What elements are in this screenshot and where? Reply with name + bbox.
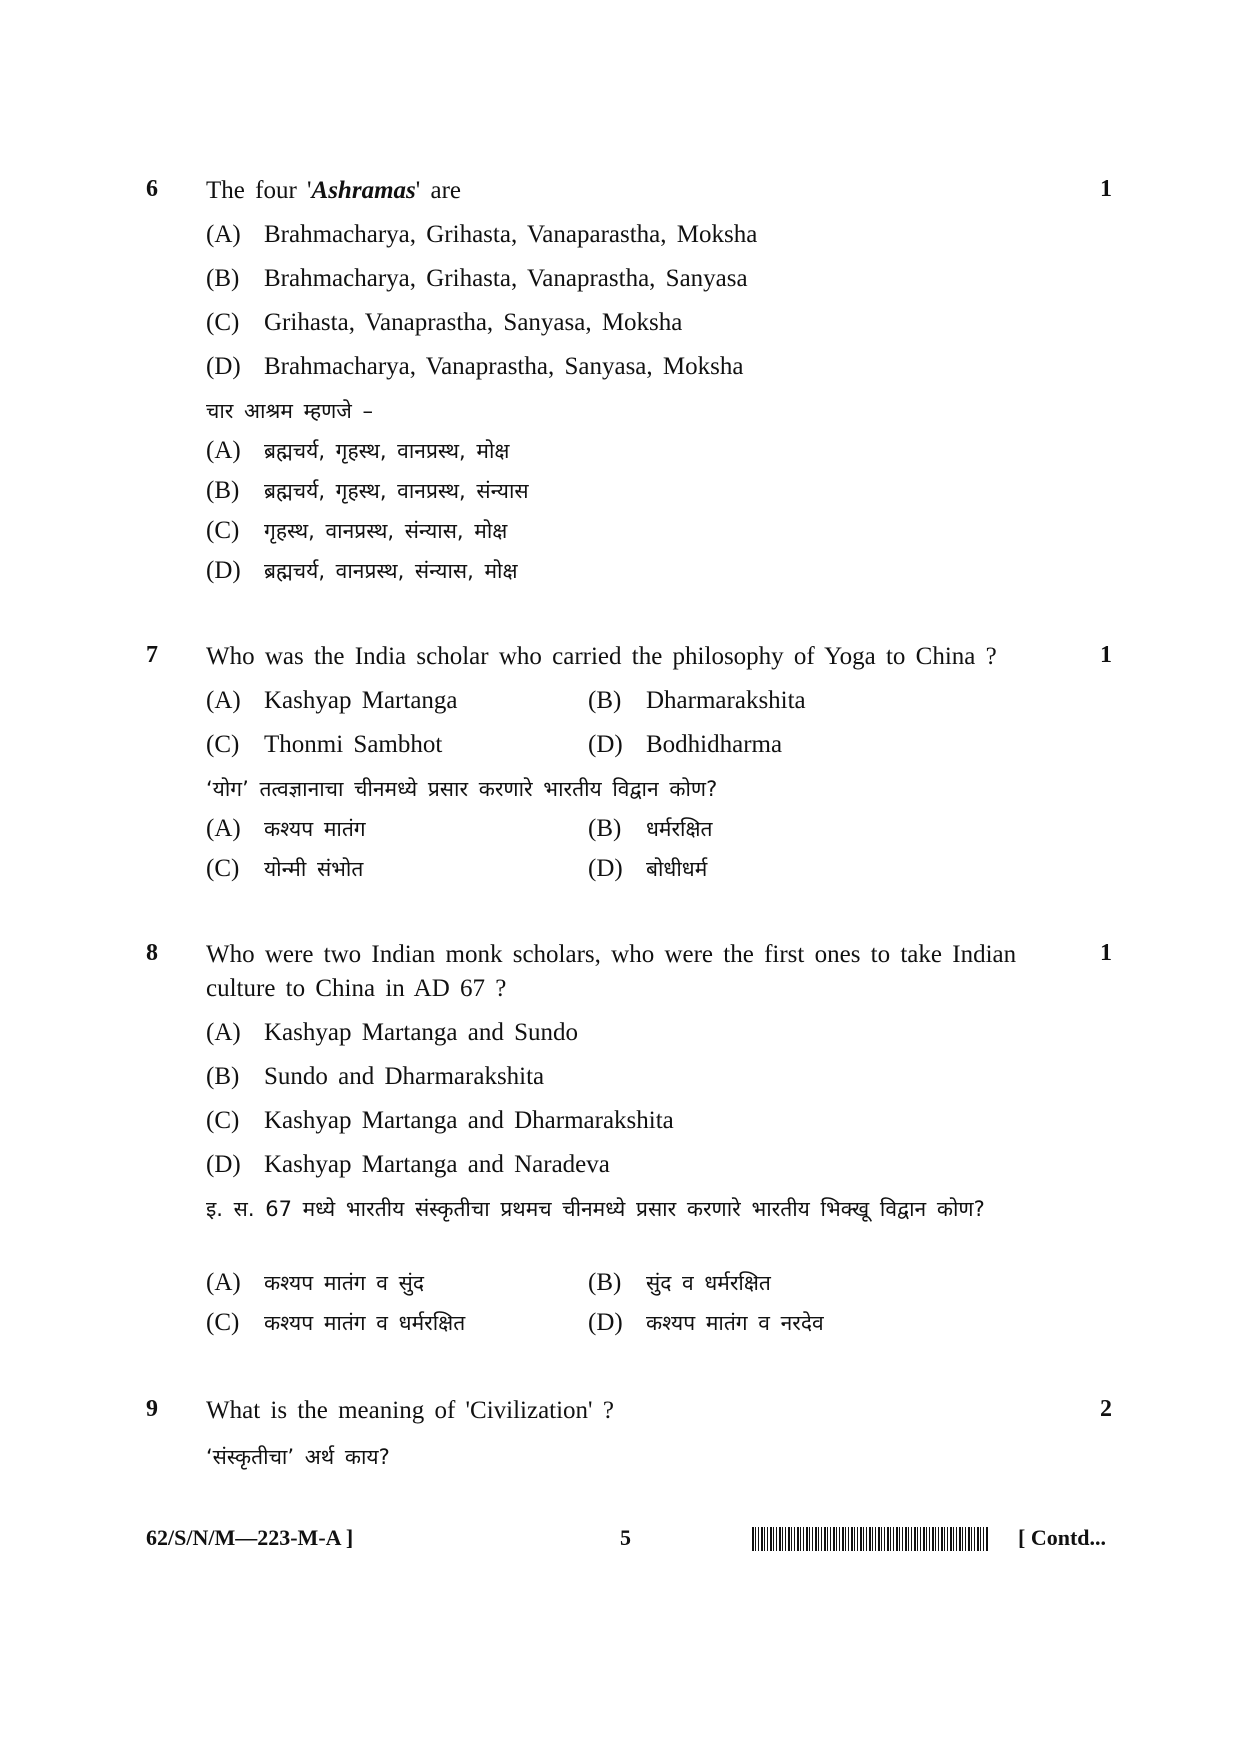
question-text-marathi: ‘संस्कृतीचा’ अर्थ काय?: [206, 1445, 390, 1469]
option-b: (B) Dharmarakshita: [588, 687, 806, 714]
question-text: Who was the India scholar who carried the philosophy of Yoga to China ?: [206, 643, 997, 670]
question-number: 9: [146, 1396, 158, 1422]
question-number: 6: [146, 176, 158, 202]
option-d: (D) Bodhidharma: [588, 731, 783, 758]
option-c: (C) Kashyap Martanga and Dharmarakshita: [206, 1107, 674, 1134]
question-number: 7: [146, 642, 158, 668]
option-c: (C) Thonmi Sambhot: [206, 731, 443, 758]
option-a: (A) Brahmacharya, Grihasta, Vanaparastha, Moksha: [206, 221, 758, 248]
option-b: (B) Sundo and Dharmarakshita: [206, 1063, 545, 1090]
option-d-marathi: (D) कश्यप मातंग व नरदेव: [588, 1309, 824, 1336]
option-a-marathi: (A) ब्रह्मचर्य, गृहस्थ, वानप्रस्थ, मोक्ष: [206, 437, 510, 464]
page-number: 5: [620, 1525, 631, 1550]
question-marks: 1: [1100, 642, 1112, 668]
question-text: Who were two Indian monk scholars, who were the first ones to take Indian culture to China in AD 67 ?: [206, 941, 1017, 1002]
question-text: What is the meaning of 'Civilization' ?: [206, 1397, 614, 1424]
option-a: (A) Kashyap Martanga and Sundo: [206, 1019, 579, 1046]
option-b-marathi: (B) सुंद व धर्मरक्षित: [588, 1269, 771, 1296]
question-text-marathi: ‘योग’ तत्वज्ञानाचा चीनमध्ये प्रसार करणारे भारतीय विद्वान कोण?: [206, 777, 718, 801]
question-text: The four 'Ashramas' are: [206, 177, 462, 204]
question-text-marathi: चार आश्रम म्हणजे –: [206, 399, 374, 423]
option-c: (C) Grihasta, Vanaprastha, Sanyasa, Moksha: [206, 309, 683, 336]
option-a-marathi: (A) कश्यप मातंग व सुंद: [206, 1269, 424, 1296]
question-text-marathi: इ. स. 67 मध्ये भारतीय संस्कृतीचा प्रथमच चीनमध्ये प्रसार करणारे भारतीय भिक्खू विद्वान कोण?: [206, 1197, 985, 1221]
option-d: (D) Kashyap Martanga and Naradeva: [206, 1151, 610, 1178]
option-b-marathi: (B) धर्मरक्षित: [588, 815, 713, 842]
option-d-marathi: (D) बोधीधर्म: [588, 855, 708, 882]
option-a: (A) Kashyap Martanga: [206, 687, 458, 714]
option-d-marathi: (D) ब्रह्मचर्य, वानप्रस्थ, संन्यास, मोक्ष: [206, 557, 518, 584]
option-c-marathi: (C) योन्मी संभोत: [206, 855, 364, 882]
option-c-marathi: (C) गृहस्थ, वानप्रस्थ, संन्यास, मोक्ष: [206, 517, 508, 544]
question-marks: 1: [1100, 176, 1112, 202]
page-footer: [0, 1525, 1240, 1561]
question-number: 8: [146, 940, 158, 966]
option-c-marathi: (C) कश्यप मातंग व धर्मरक्षित: [206, 1309, 466, 1336]
option-d: (D) Brahmacharya, Vanaprastha, Sanyasa, Moksha: [206, 353, 744, 380]
question-marks: 1: [1100, 940, 1112, 966]
option-b-marathi: (B) ब्रह्मचर्य, गृहस्थ, वानप्रस्थ, संन्यास: [206, 477, 529, 504]
barcode: [752, 1527, 988, 1551]
question-marks: 2: [1100, 1396, 1112, 1422]
option-a-marathi: (A) कश्यप मातंग: [206, 815, 366, 842]
continued-marker: [ Contd...: [1018, 1525, 1107, 1550]
paper-code: 62/S/N/M—223-M-A ]: [146, 1525, 354, 1550]
option-b: (B) Brahmacharya, Grihasta, Vanaprastha, Sanyasa: [206, 265, 748, 292]
emphasis-term: Ashramas: [311, 177, 416, 204]
